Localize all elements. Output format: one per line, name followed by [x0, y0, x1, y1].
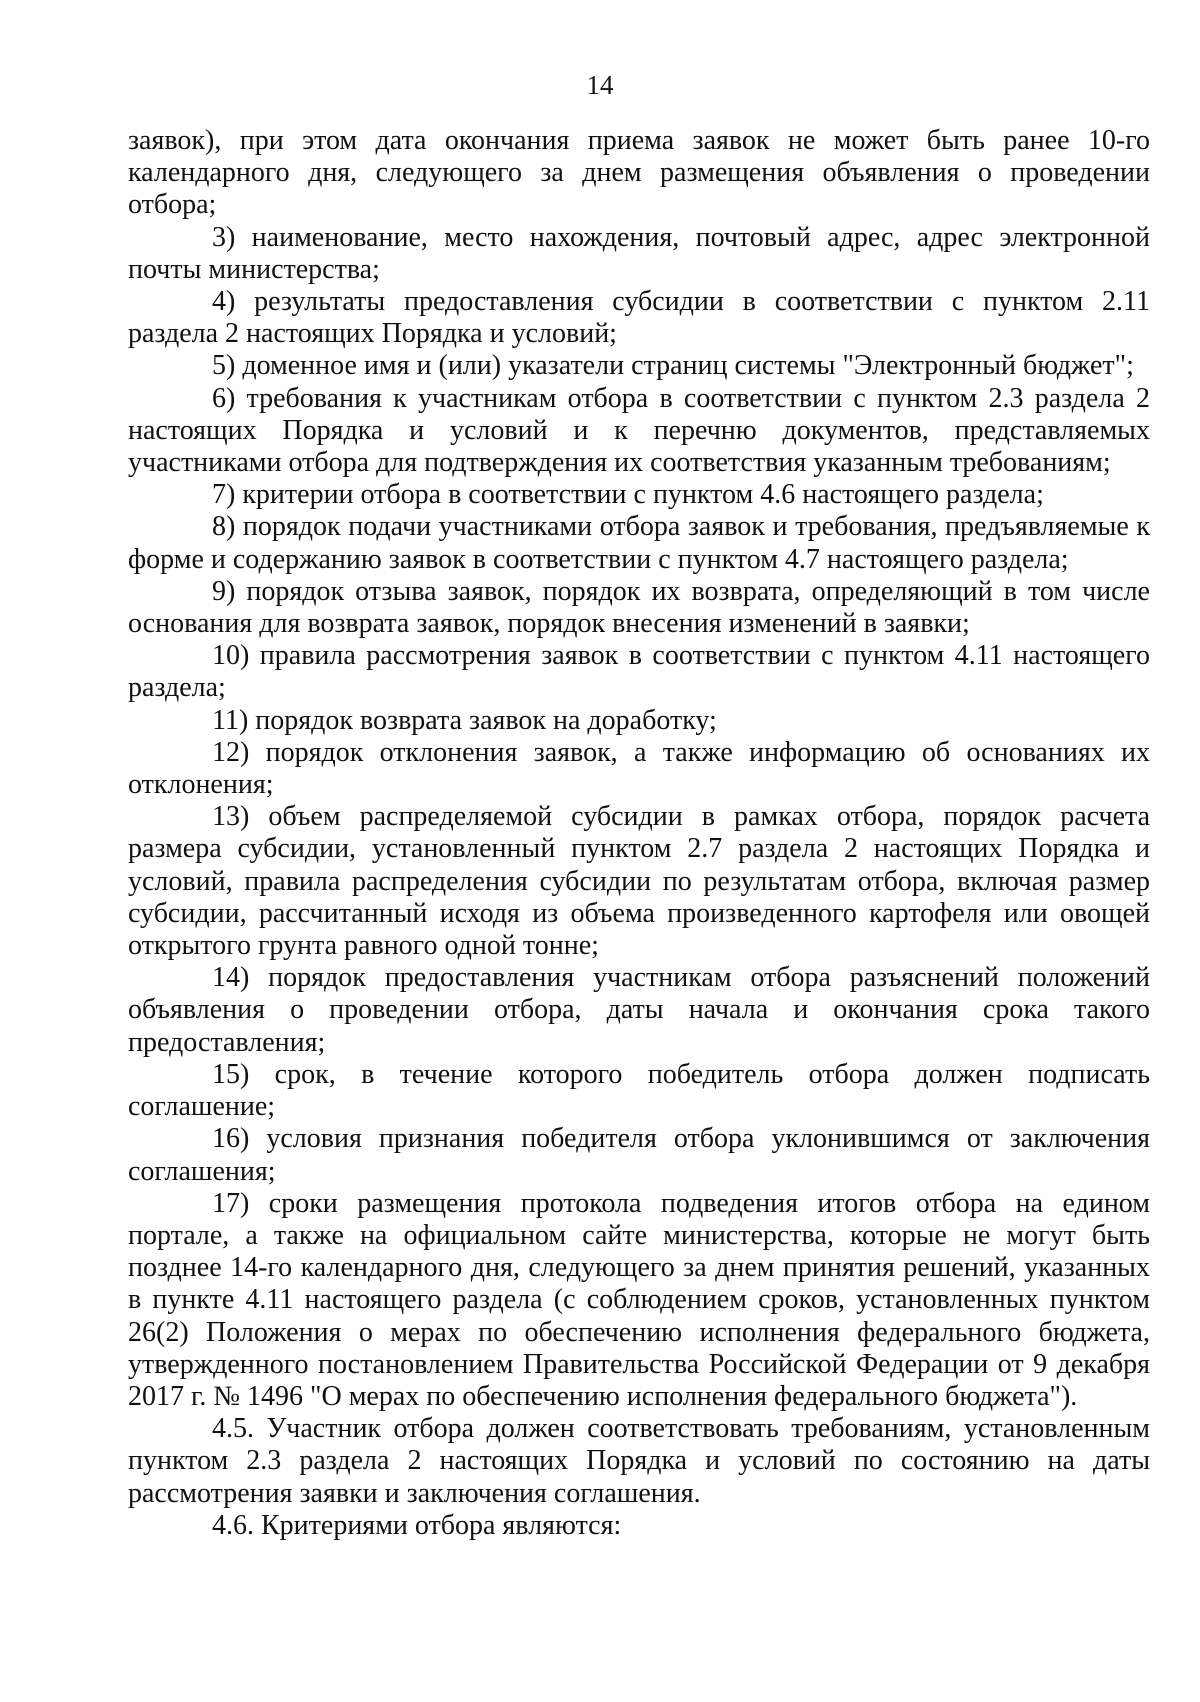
clause-4-5: 4.5. Участник отбора должен соответствовать требованиям, установленным пунктом 2.3 раздела 2 настоящих Порядка и условий по состоянию на даты рассмотрения заявки и заключения соглашения.	[128, 1413, 1150, 1509]
list-item-16: 16) условия признания победителя отбора уклонившимся от заключения соглашения;	[128, 1123, 1150, 1187]
list-item-6: 6) требования к участникам отбора в соответствии с пунктом 2.3 раздела 2 настоящих Порядка и условий и к перечню документов, представляемых участниками отбора для подтверждения их соответствия указанным требованиям;	[128, 382, 1150, 479]
paragraph-continuation: заявок), при этом дата окончания приема заявок не может быть ранее 10-го календарного дня, следующего за днем размещения объявления о проведении отбора;	[128, 125, 1150, 221]
list-item-11: 11) порядок возврата заявок на доработку;	[212, 704, 717, 736]
list-item-8: 8) порядок подачи участниками отбора заявок и требования, предъявляемые к форме и содержанию заявок в соответствии с пунктом 4.7 настоящего раздела;	[128, 511, 1150, 575]
list-item-10: 10) правила рассмотрения заявок в соответствии с пунктом 4.11 настоящего раздела;	[128, 640, 1150, 704]
list-item-12: 12) порядок отклонения заявок, а также информацию об основаниях их отклонения;	[128, 736, 1150, 801]
list-item-13: 13) объем распределяемой субсидии в рамках отбора, порядок расчета размера субсидии, установленный пунктом 2.7 раздела 2 настоящих Порядка и условий, правила распределения субсидии по результатам отбора, включая размер субсидии, рассчитанный исходя из объема произведенного картофеля или овощей открытого грунта равного одной тонне;	[128, 801, 1150, 962]
list-item-15: 15) срок, в течение которого победитель отбора должен подписать соглашение;	[128, 1058, 1150, 1123]
list-item-9: 9) порядок отзыва заявок, порядок их возврата, определяющий в том числе основания для возврата заявок, порядок внесения изменений в заявки;	[128, 575, 1150, 640]
list-item-4: 4) результаты предоставления субсидии в соответствии с пунктом 2.11 раздела 2 настоящих Порядка и условий;	[128, 286, 1150, 350]
clause-4-6: 4.6. Критериями отбора являются:	[212, 1509, 622, 1541]
list-item-3: 3) наименование, место нахождения, почтовый адрес, адрес электронной почты министерства;	[128, 221, 1150, 285]
list-item-5: 5) доменное имя и (или) указатели страниц системы "Электронный бюджет";	[212, 350, 1134, 382]
list-item-17: 17) сроки размещения протокола подведения итогов отбора на едином портале, а также на официальном сайте министерства, которые не могут быть позднее 14-го календарного дня, следующего за днем принятия решений, указанных в пункте 4.11 настоящего раздела (с соблюдением сроков, установленных пунктом 26(2) Положения о мерах по обеспечению исполнения федерального бюджета, утвержденного постановлением Правительства Российской Федерации от 9 декабря 2017 г. № 1496 "О мерах по обеспечению исполнения федерального бюджета").	[128, 1187, 1150, 1412]
page-number: 14	[586, 70, 614, 100]
list-item-14: 14) порядок предоставления участникам отбора разъяснений положений объявления о проведении отбора, даты начала и окончания срока такого предоставления;	[128, 962, 1150, 1058]
document-body	[128, 125, 1150, 1542]
list-item-7: 7) критерии отбора в соответствии с пунктом 4.6 настоящего раздела;	[212, 479, 1044, 511]
